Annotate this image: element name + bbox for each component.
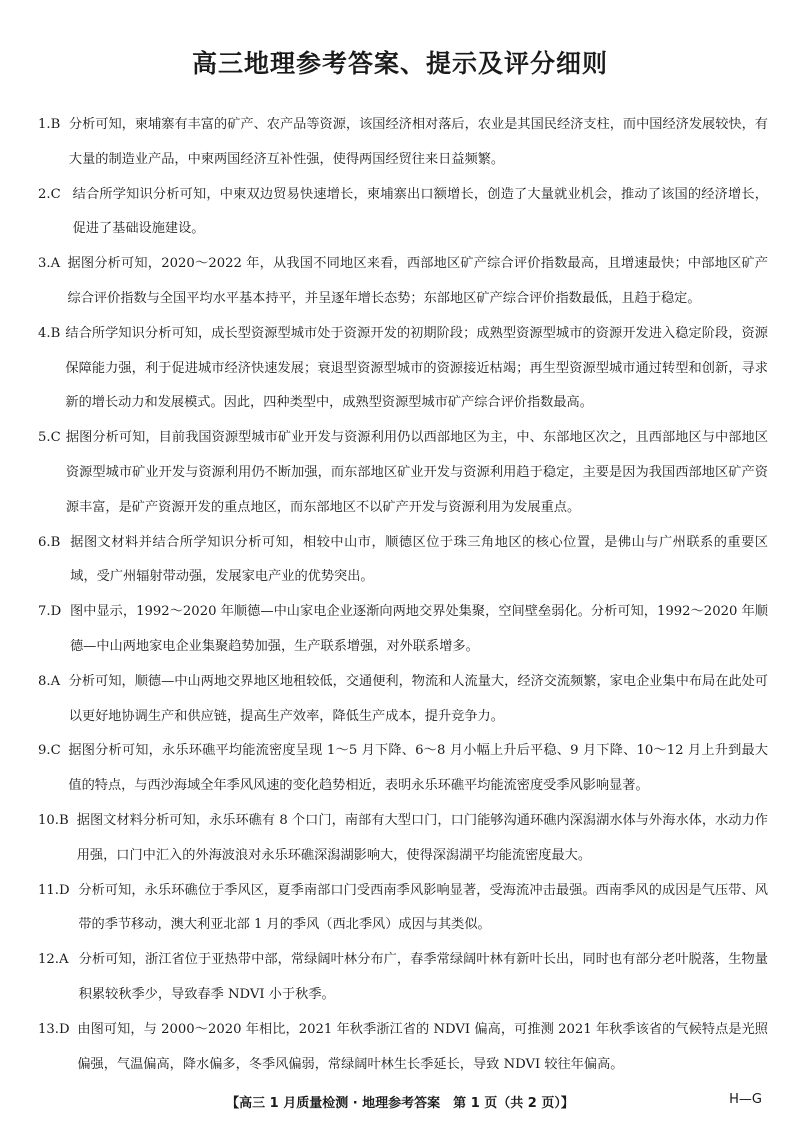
answer-number: 3.A bbox=[38, 256, 61, 272]
answer-explanation: 据图文材料并结合所学知识分析可知，相较中山市，顺德区位于珠三角地区的核心位置，是佛山与广州联系的重要区域，受广州辐射带动强，发展家电产业的优势突出。 bbox=[70, 534, 768, 585]
answer-explanation: 分析可知，柬埔寨有丰富的矿产、农产品等资源，该国经济相对落后，农业是其国民经济支柱，而中国经济发展较快，有大量的制造业产品，中柬两国经济互补性强，使得两国经贸往来日益频繁。 bbox=[68, 117, 768, 167]
answer-list bbox=[38, 108, 768, 1082]
answer-number: 2.C bbox=[38, 186, 61, 202]
answer-item-4 bbox=[38, 317, 768, 421]
answer-number: 10.B bbox=[38, 812, 69, 828]
answer-number: 6.B bbox=[38, 534, 61, 550]
answer-item-9 bbox=[38, 734, 768, 804]
answer-item-3 bbox=[38, 247, 768, 317]
answer-item-11 bbox=[38, 874, 768, 944]
answer-explanation: 分析可知，永乐环礁位于季风区，夏季南部口门受西南季风影响显著，受海流冲击最强。西南季风的成因是气压带、风带的季节移动，澳大利亚北部 1 月的季风（西北季风）成因与其类似。 bbox=[78, 882, 768, 933]
answer-number: 13.D bbox=[38, 1021, 70, 1037]
answer-number: 12.A bbox=[38, 952, 69, 968]
answer-item-6 bbox=[38, 526, 768, 596]
answer-number: 9.C bbox=[38, 743, 61, 759]
answer-number: 8.A bbox=[38, 673, 61, 689]
answer-number: 11.D bbox=[38, 882, 70, 898]
answer-explanation: 据图分析可知，永乐环礁平均能流密度呈现 1～5 月下降、6～8 月小幅上升后平稳、9 月下降、10～12 月上升到最大值的特点，与西沙海域全年季风风速的变化趋势相近，表明永乐环礁平均能流密度受季风影响显著。 bbox=[68, 743, 768, 794]
page-footer: 【高三 1 月质量检测 · 地理参考答案 第 1 页（共 2 页）】 bbox=[226, 1096, 574, 1111]
answer-explanation: 据图文材料分析可知，永乐环礁有 8 个口门，南部有大型口门，口门能够沟通环礁内深潟湖水体与外海水体，水动力作用强，口门中汇入的外海波浪对永乐环礁深潟湖影响大，使得深潟湖平均能流密度最大。 bbox=[76, 812, 768, 863]
answer-explanation: 图中显示，1992～2020 年顺德—中山家电企业逐渐向两地交界处集聚，空间壁垒弱化。分析可知，1992～2020 年顺德—中山两地家电企业集聚趋势加强，生产联系增强，对外联系增多。 bbox=[70, 604, 768, 654]
answer-number: 5.C bbox=[38, 430, 61, 446]
answer-explanation: 结合所学知识分析可知，成长型资源型城市处于资源开发的初期阶段；成熟型资源型城市的资源开发进入稳定阶段，资源保障能力强，利于促进城市经济快速发展；衰退型资源型城市的资源接近枯竭；再生型资源型城市通过转型和创新，寻求新的增长动力和发展模式。因此，四种类型中，成熟型资源型城市矿产综合评价指数最高。 bbox=[65, 325, 768, 411]
page-title: 高三地理参考答案、提示及评分细则 bbox=[191, 49, 608, 78]
answer-item-2 bbox=[38, 178, 768, 248]
answer-item-1 bbox=[38, 108, 768, 178]
paper-code: H—G bbox=[729, 1092, 762, 1107]
answer-item-10 bbox=[38, 804, 768, 874]
answer-number: 1.B bbox=[38, 117, 61, 132]
answer-explanation: 分析可知，浙江省位于亚热带中部，常绿阔叶林分布广，春季常绿阔叶林有新叶长出，同时也有部分老叶脱落，生物量积累较秋季少，导致春季 NDVI 小于秋季。 bbox=[78, 952, 768, 1002]
answer-explanation: 结合所学知识分析可知，中柬双边贸易快速增长，柬埔寨出口额增长，创造了大量就业机会，推动了该国的经济增长，促进了基础设施建设。 bbox=[72, 186, 768, 237]
answer-number: 7.D bbox=[38, 604, 62, 620]
answer-item-12 bbox=[38, 943, 768, 1013]
answer-explanation: 由图可知，与 2000～2020 年相比，2021 年秋季浙江省的 NDVI 偏高，可推测 2021 年秋季该省的气候特点是光照偏强，气温偏高，降水偏多，冬季风偏弱，常绿阔叶林生长季延长，导致 NDVI 较往年偏高。 bbox=[77, 1021, 768, 1072]
answer-explanation: 据图分析可知，目前我国资源型城市矿业开发与资源利用仍以西部地区为主，中、东部地区次之，且西部地区与中部地区资源型城市矿业开发与资源利用仍不断加强，而东部地区矿业开发与资源利用趋于稳定，主要是因为我国西部地区矿产资源丰富，是矿产资源开发的重点地区，而东部地区不以矿产开发与资源利用为发展重点。 bbox=[65, 430, 768, 515]
answer-item-7 bbox=[38, 595, 768, 665]
answer-item-5 bbox=[38, 421, 768, 525]
answer-item-13 bbox=[38, 1013, 768, 1083]
answer-number: 4.B bbox=[38, 325, 61, 341]
answer-item-8 bbox=[38, 665, 768, 735]
answer-explanation: 据图分析可知，2020～2022 年，从我国不同地区来看，西部地区矿产综合评价指数最高，且增速最快；中部地区矿产综合评价指数与全国平均水平基本持平，并呈逐年增长态势；东部地区矿产综合评价指数最低，且趋于稳定。 bbox=[67, 256, 768, 306]
answer-explanation: 分析可知，顺德—中山两地交界地区地租较低，交通便利，物流和人流量大，经济交流频繁，家电企业集中布局在此处可以更好地协调生产和供应链，提高生产效率，降低生产成本，提升竞争力。 bbox=[68, 673, 768, 724]
